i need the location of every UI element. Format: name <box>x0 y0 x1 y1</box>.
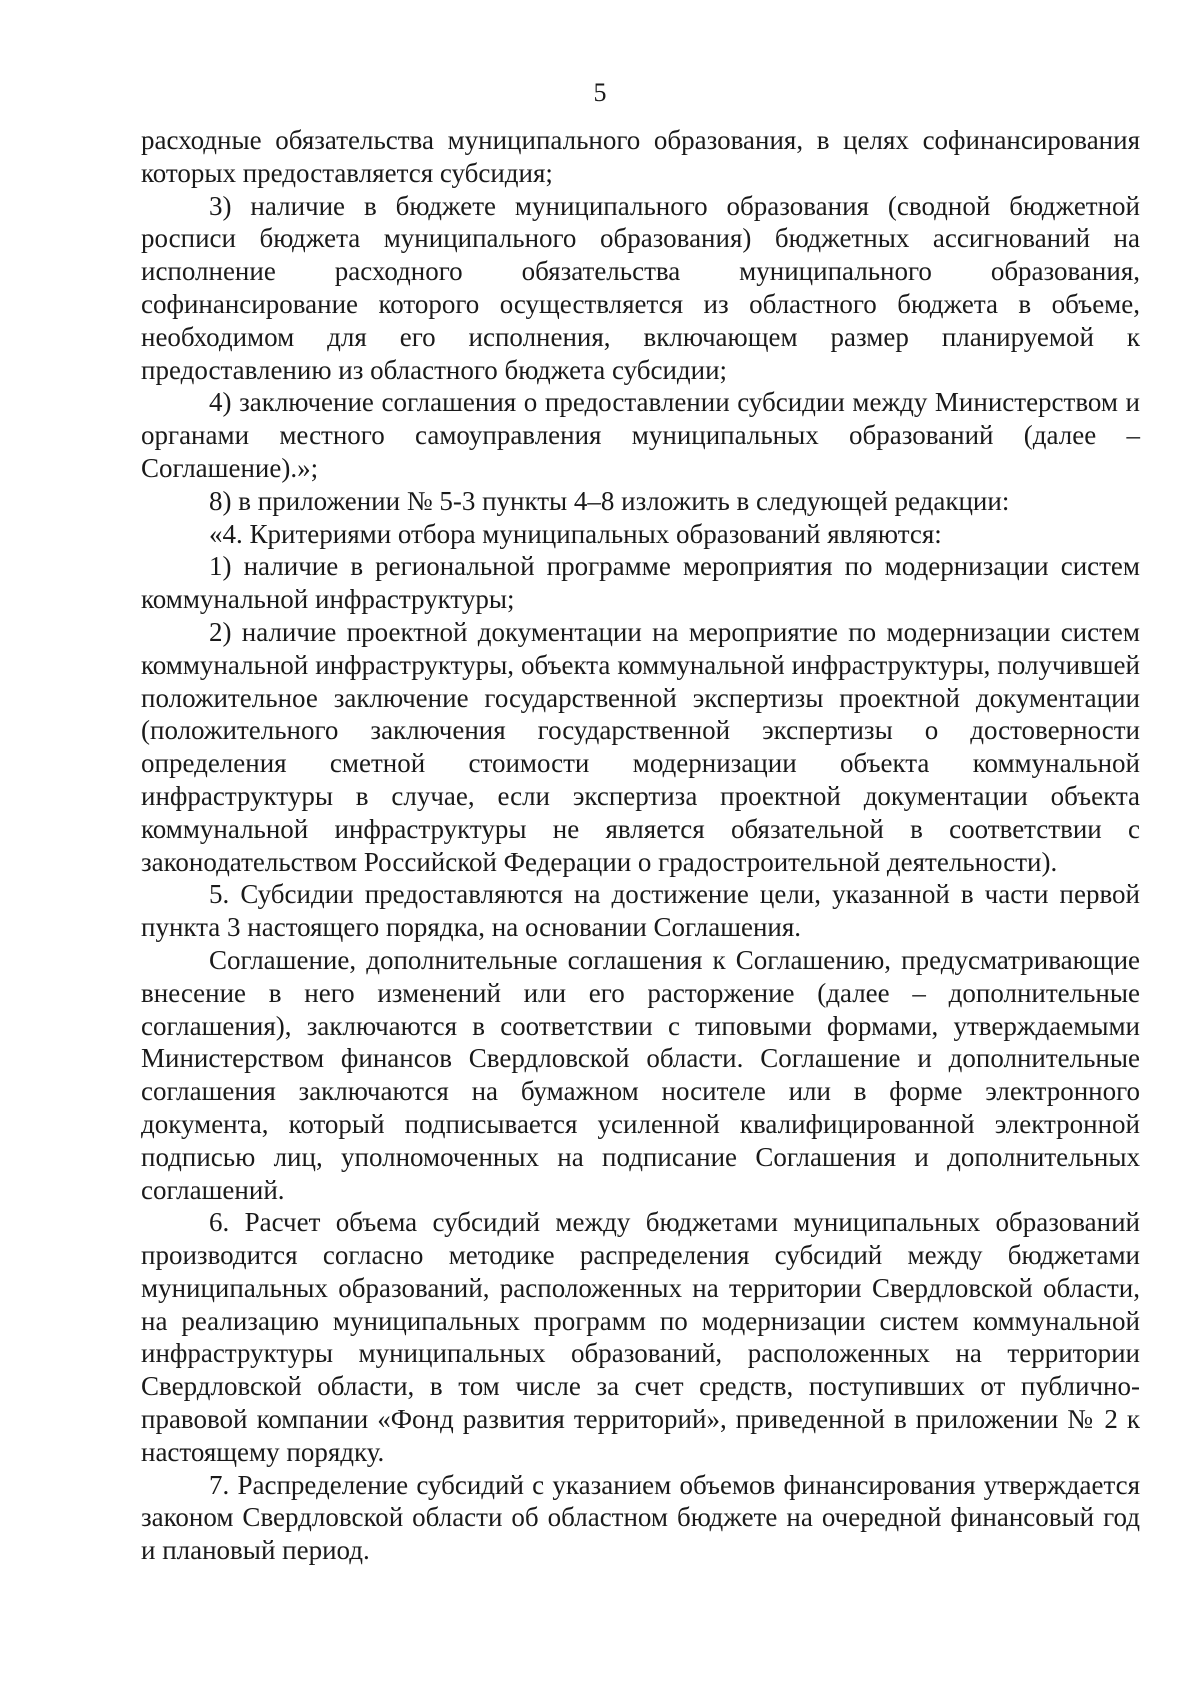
page-number: 5 <box>593 78 607 107</box>
paragraph-point-5: 5. Субсидии предоставляются на достижение цели, указанной в части первой пункта 3 настоящего порядка, на основании Соглашения. <box>141 879 1140 943</box>
paragraph-amendment-8: 8) в приложении № 5-3 пункты 4–8 изложить в следующей редакции: <box>209 485 1010 516</box>
paragraph-item-3: 3) наличие в бюджете муниципального образования (сводной бюджетной росписи бюджета муниципального образования) бюджетных ассигнований на исполнение расходного обязательства муниципального образования, софинансирование которого осуществляется из областного бюджета в объеме, необходимом для его исполнения, включающем размер планируемой к предоставлению из областного бюджета субсидии; <box>141 190 1140 385</box>
paragraph-criterion-2: 2) наличие проектной документации на мероприятие по модернизации систем коммунальной инфраструктуры, объекта коммунальной инфраструктуры, получившей положительное заключение государственной экспертизы проектной документации (положительного заключения государственной экспертизы о достоверности определения сметной стоимости модернизации объекта коммунальной инфраструктуры в случае, если экспертиза проектной документации объекта коммунальной инфраструктуры не является обязательной в соответствии с законодательством Российской Федерации о градостроительной деятельности). <box>141 616 1140 877</box>
paragraph-item-4: 4) заключение соглашения о предоставлении субсидии между Министерством и органами местного самоуправления муниципальных образований (далее – Соглашение).»; <box>141 387 1140 483</box>
paragraph-point-4-criteria: «4. Критериями отбора муниципальных образований являются: <box>209 518 942 549</box>
paragraph-criterion-1: 1) наличие в региональной программе мероприятия по модернизации систем коммунальной инфраструктуры; <box>141 551 1140 615</box>
paragraph-agreements: Соглашение, дополнительные соглашения к Соглашению, предусматривающие внесение в него изменений или его расторжение (далее – дополнительные соглашения), заключаются в соответствии с типовыми формами, утверждаемыми Министерством финансов Свердловской области. Соглашение и дополнительные соглашения заключаются на бумажном носителе или в форме электронного документа, который подписывается усиленной квалифицированной электронной подписью лиц, уполномоченных на подписание Соглашения и дополнительных соглашений. <box>141 944 1140 1205</box>
document-body <box>141 124 1140 1567</box>
paragraph-point-7: 7. Распределение субсидий с указанием объемов финансирования утверждается законом Свердловской области об областном бюджете на очередной финансовый год и плановый период. <box>141 1469 1140 1566</box>
paragraph-point-6: 6. Расчет объема субсидий между бюджетами муниципальных образований производится согласно методике распределения субсидий между бюджетами муниципальных образований, расположенных на территории Свердловской области, на реализацию муниципальных программ по модернизации систем коммунальной инфраструктуры муниципальных образований, расположенных на территории Свердловской области, в том числе за счет средств, поступивших от публично-правовой компании «Фонд развития территорий», приведенной в приложении № 2 к настоящему порядку. <box>141 1207 1140 1467</box>
paragraph-continuation: расходные обязательства муниципального образования, в целях софинансирования которых предоставляется субсидия; <box>141 125 1140 188</box>
